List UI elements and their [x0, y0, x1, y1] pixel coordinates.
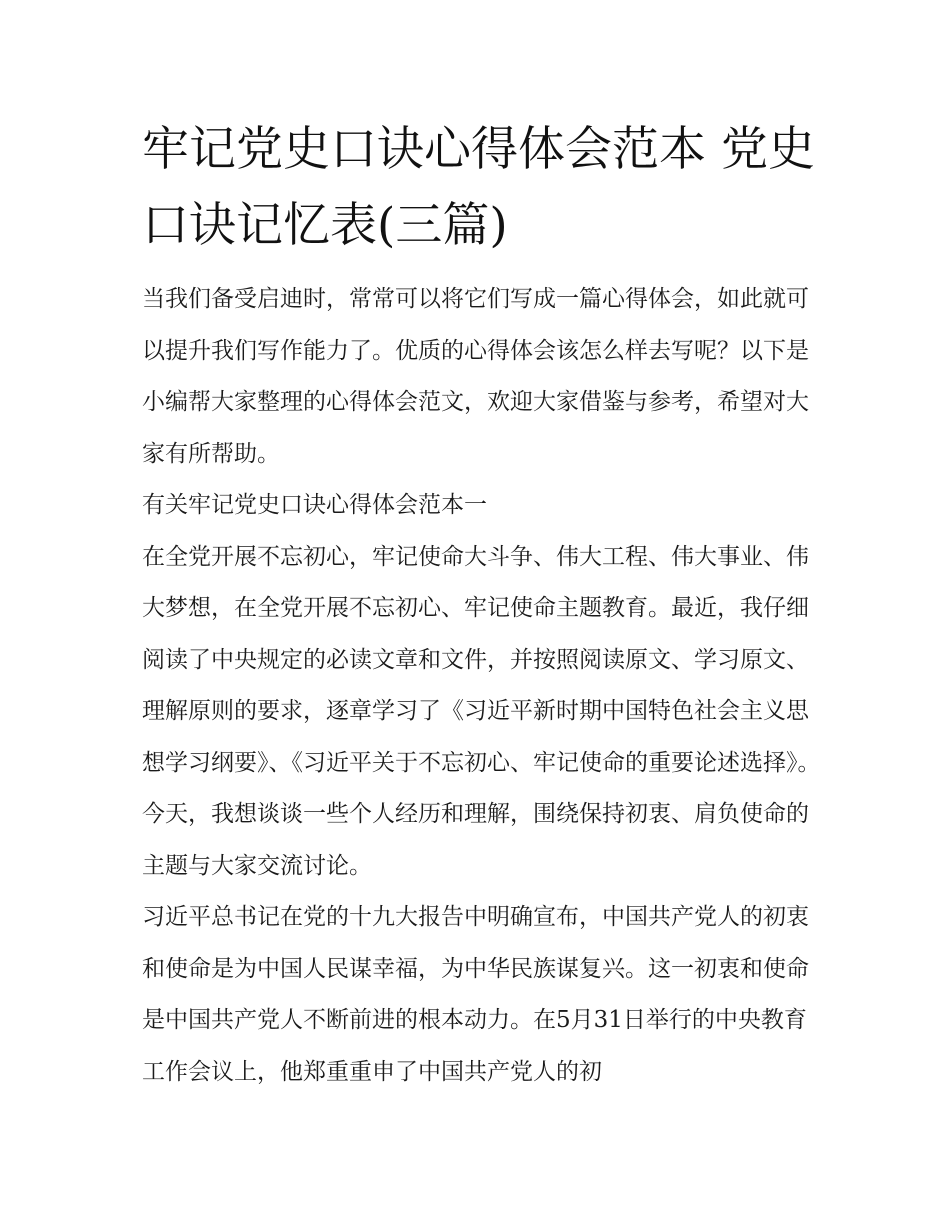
intro-paragraph: 当我们备受启迪时，常常可以将它们写成一篇心得体会，如此就可以提升我们写作能力了。优质的心得体会该怎么样去写呢？以下是小编帮大家整理的心得体会范文，欢迎大家借鉴与参考，希望对大家有所帮助。: [142, 286, 809, 467]
document-body: [142, 112, 822, 1098]
body-paragraph: 在全党开展不忘初心，牢记使命大斗争、伟大工程、伟大事业、伟大梦想，在全党开展不忘初心、牢记使命主题教育。最近，我仔细阅读了中央规定的必读文章和文件，并按照阅读原文、学习原文、理解原则的要求，逐章学习了《习近平新时期中国特色社会主义思想学习纲要》、《习近平关于不忘初心、牢记使命的重要论述选择》。今天，我想谈谈一些个人经历和理解，围绕保持初衷、肩负使命的主题与大家交流讨论。: [142, 543, 821, 879]
document-title: 牢记党史口诀心得体会范本 党史口诀记忆表(三篇): [142, 122, 815, 253]
body-paragraph: 习近平总书记在党的十九大报告中明确宣布，中国共产党人的初衷和使命是为中国人民谋幸福，为中华民族谋复兴。这一初衷和使命是中国共产党人不断前进的根本动力。在5月31日举行的中央教育工作会议上，他郑重重申了中国共产党人的初: [142, 904, 809, 1085]
section-heading: 有关牢记党史口诀心得体会范本一: [142, 492, 487, 518]
